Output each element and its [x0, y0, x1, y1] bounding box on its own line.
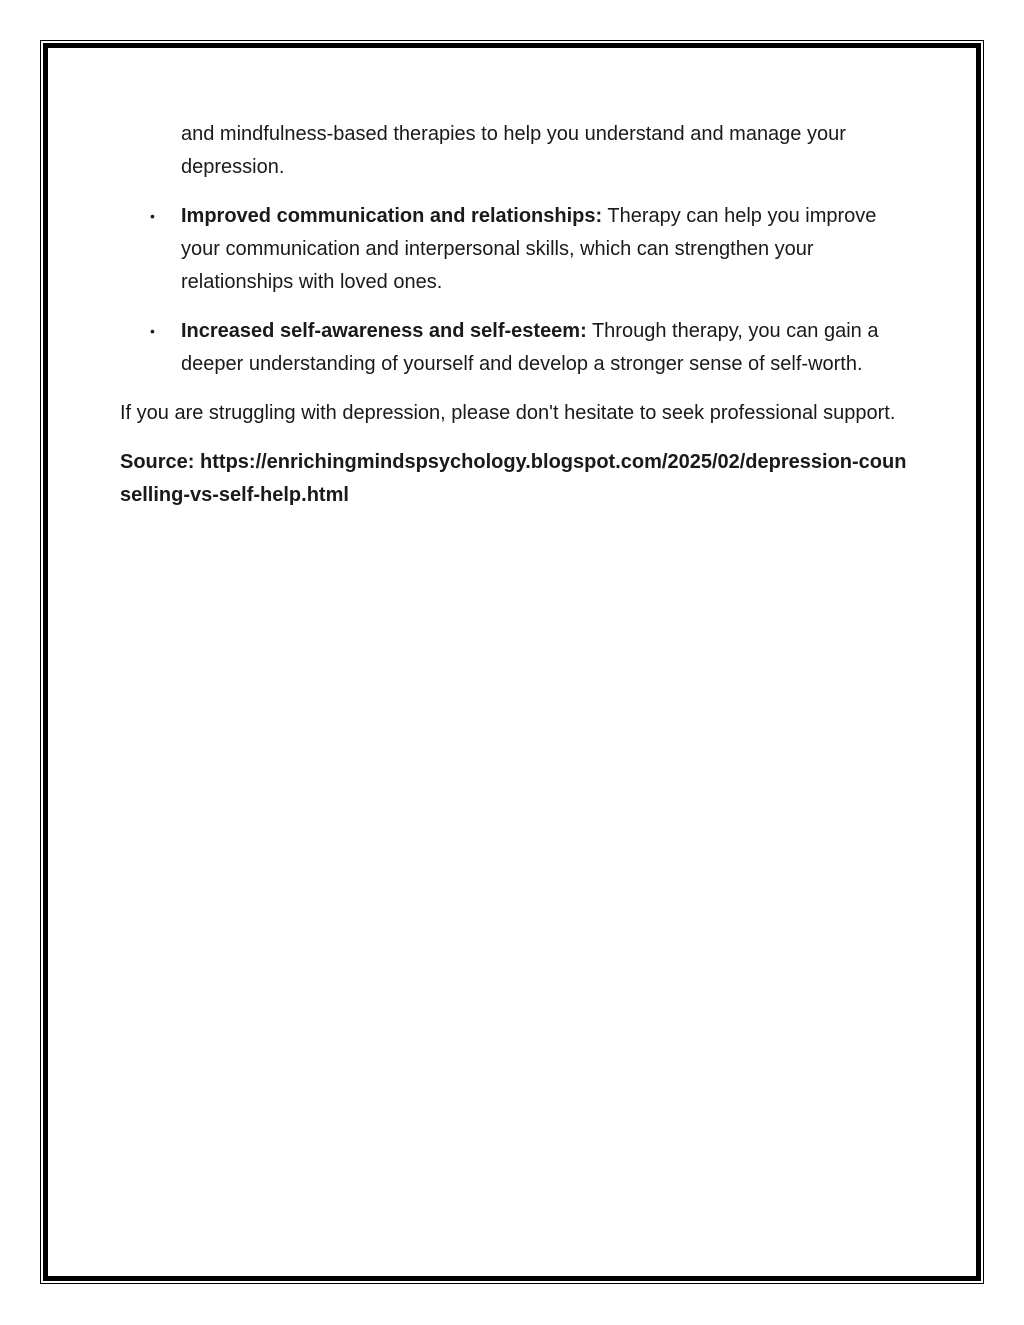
bullet-icon: •	[150, 323, 155, 339]
source-line	[120, 446, 910, 512]
source-link[interactable]: https://enrichingmindspsychology.blogspot.com/2025/02/depression-counselling-vs-self-help.html	[120, 451, 907, 506]
source-label: Source:	[120, 451, 201, 473]
list-item	[120, 200, 910, 299]
list-item-heading: Improved communication and relationships:	[181, 205, 603, 227]
list-item	[120, 315, 910, 381]
closing-paragraph: If you are struggling with depression, please don't hesitate to seek professional support.	[120, 402, 896, 424]
continued-list-text: and mindfulness-based therapies to help you understand and manage your depression.	[181, 123, 846, 178]
bullet-icon: •	[150, 208, 155, 224]
list-item-heading: Increased self-awareness and self-esteem:	[181, 320, 587, 342]
benefits-list	[120, 200, 910, 381]
document-body	[120, 118, 910, 512]
list-item-text: Therapy can help you improve your communication and interpersonal skills, which can strengthen your relationships with loved ones.	[181, 205, 877, 293]
list-item-text: Through therapy, you can gain a deeper understanding of yourself and develop a stronger sense of self-worth.	[181, 320, 879, 375]
